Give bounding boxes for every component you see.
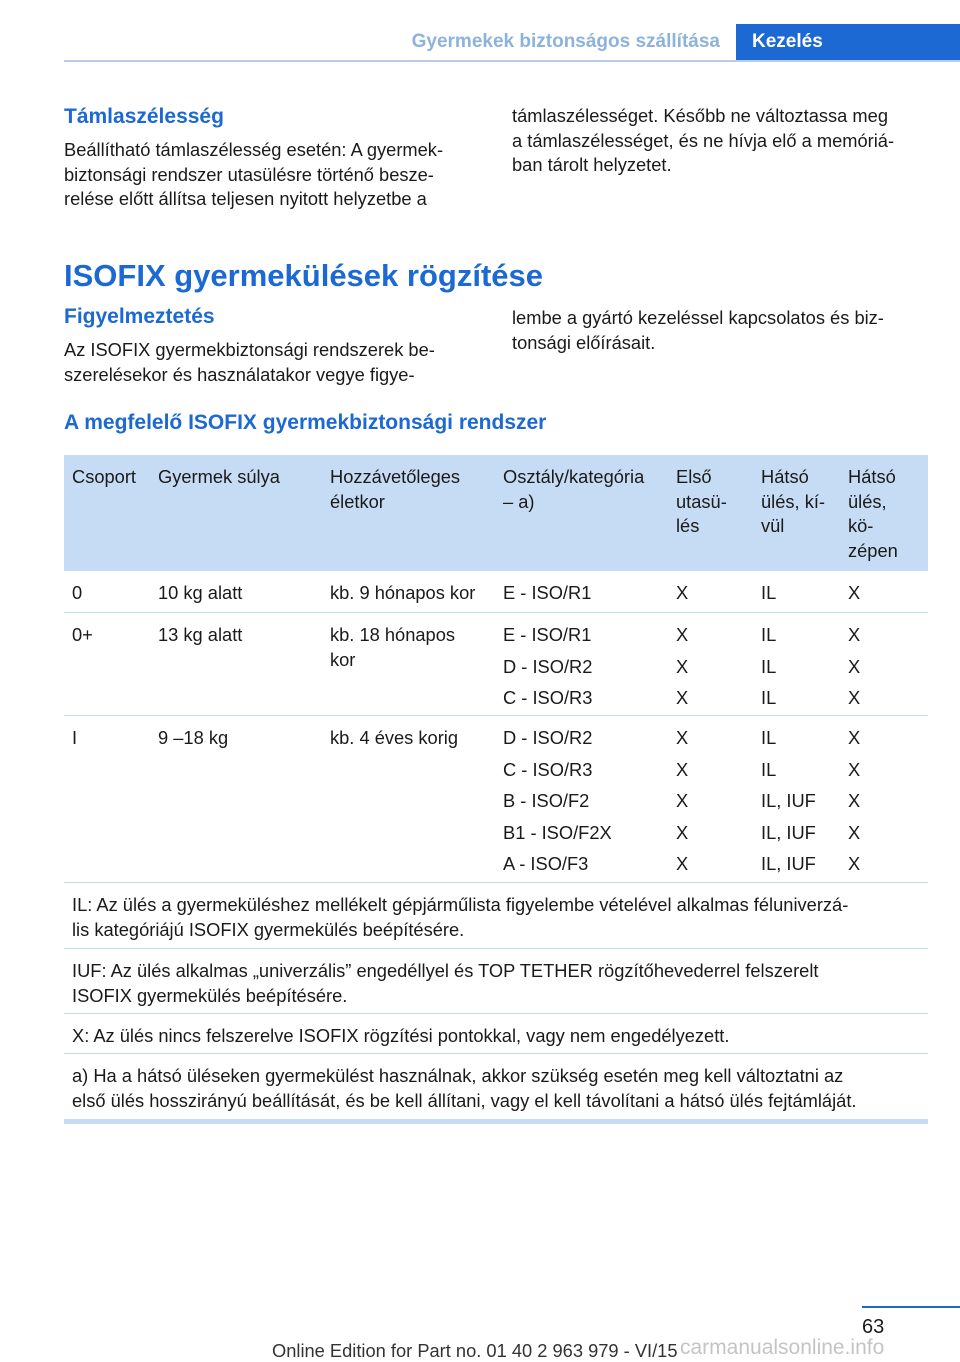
header-cell-front-seat: Első utasü‐ lés [676, 466, 727, 536]
warning-line: szerelésekor és használatakor vegye figye‐ [64, 363, 415, 385]
cell-rear-outer: IL IL IL, IUF IL, IUF IL, IUF [761, 727, 816, 874]
backrest-text-right [512, 104, 894, 178]
warning-line: lembe a gyártó kezeléssel kapcsolatos és biz‐ [512, 307, 884, 328]
header-cell-weight: Gyermek súlya [158, 466, 280, 487]
backrest-line: ban tárolt helyzetet. [512, 154, 672, 175]
cell-rear-outer: IL IL IL [761, 624, 777, 708]
backrest-line: támlaszélességet. Később ne változtassa meg [512, 105, 888, 126]
footer-rule [862, 1306, 960, 1308]
cell-weight: 9 –18 kg [158, 727, 229, 748]
table-row [64, 716, 928, 883]
table-row [64, 571, 928, 613]
cell-class: E - ISO/R1 [503, 582, 592, 603]
warning-line: Az ISOFIX gyermekbiztonsági rendszerek be‐ [64, 339, 435, 360]
header-chapter-tab[interactable]: Kezelés [736, 24, 960, 62]
table-note-iuf: IUF: Az ülés alkalmas „univerzális” engedéllyel és TOP TETHER rögzítőhevederrel felszerelt ISOFIX gyermekülés beépítésére. [64, 949, 928, 1014]
cell-age: kb. 4 éves korig [330, 727, 459, 748]
cell-front: X X X [676, 624, 689, 708]
warning-line: tonsági előírásait. [512, 331, 656, 353]
warning-text-right [512, 306, 884, 355]
table-header-row [64, 455, 928, 571]
header-section-title: Gyermekek biztonságos szállítása [411, 31, 720, 52]
header-cell-class: Osztály/kategória – a) [503, 466, 645, 512]
cell-class: D - ISO/R2 C - ISO/R3 B - ISO/F2 B1 - ISO/F2X A - ISO/F3 [503, 727, 612, 874]
isofix-system-title: A megfelelő ISOFIX gyermekbiztonsági rendszer [64, 411, 547, 434]
cell-group: 0+ [72, 624, 93, 645]
backrest-line: a támlaszélességet, és ne hívja elő a memóriá‐ [512, 129, 895, 151]
cell-group: 0 [72, 582, 83, 603]
page-number: 63 [862, 1316, 885, 1338]
cell-rear-center: X X X X X [848, 727, 861, 874]
table-note-x: X: Az ülés nincs felszerelve ISOFIX rögzítési pontokkal, vagy nem engedélyezett. [64, 1014, 928, 1054]
header-rule [64, 60, 960, 62]
isofix-table [64, 455, 928, 1124]
warning-text-left [64, 338, 435, 387]
edition-text: Online Edition for Part no. 01 40 2 963 979 - VI/15 [272, 1340, 678, 1361]
backrest-line: relése előtt állítsa teljesen nyitott helyzetbe a [64, 188, 427, 209]
cell-age: kb. 9 hónapos kor [330, 582, 476, 603]
header-cell-age: Hozzávetőleges életkor [330, 466, 461, 512]
cell-group: I [72, 727, 78, 748]
table-end-bar [64, 1119, 928, 1124]
cell-class: E - ISO/R1 D - ISO/R2 C - ISO/R3 [503, 624, 593, 708]
watermark: carmanualsonline.info [680, 1336, 885, 1359]
cell-rear-center: X [848, 582, 861, 603]
cell-front: X X X X X [676, 727, 689, 874]
table-note-il: IL: Az ülés a gyermeküléshez mellékelt gépjárműlista figyelembe vételével alkalmas féluniverzá‐ lis kategóriájú ISOFIX gyermekülés beépítésére. [64, 883, 928, 949]
backrest-line: Beállítható támlaszélesség esetén: A gyermek‐ [64, 139, 444, 160]
backrest-line: biztonsági rendszer utasülésre történő besze‐ [64, 163, 434, 185]
header-cell-rear-outer: Hátsó ülés, kí‐ vül [761, 466, 826, 536]
header-cell-group: Csoport [72, 466, 137, 487]
backrest-text-left [64, 138, 443, 212]
table-row [64, 613, 928, 716]
header-cell-rear-center: Hátsó ülés, kö‐ zépen [848, 466, 898, 561]
backrest-title: Támlaszélesség [64, 105, 224, 128]
cell-rear-outer: IL [761, 582, 777, 603]
cell-weight: 10 kg alatt [158, 582, 243, 603]
warning-title: Figyelmeztetés [64, 305, 215, 328]
cell-rear-center: X X X [848, 624, 861, 708]
table-note-a: a) Ha a hátsó üléseken gyermekülést használnak, akkor szükség esetén meg kell változtatni az első ülés hosszirányú beállítását, és be kell állítani, vagy el kell távolítani a hátsó ülés fejtámláját. [72, 1065, 857, 1111]
isofix-title: ISOFIX gyermekülések rögzítése [64, 258, 543, 293]
cell-front: X [676, 582, 689, 603]
cell-weight: 13 kg alatt [158, 624, 243, 645]
cell-age: kb. 18 hónapos kor [330, 624, 456, 670]
